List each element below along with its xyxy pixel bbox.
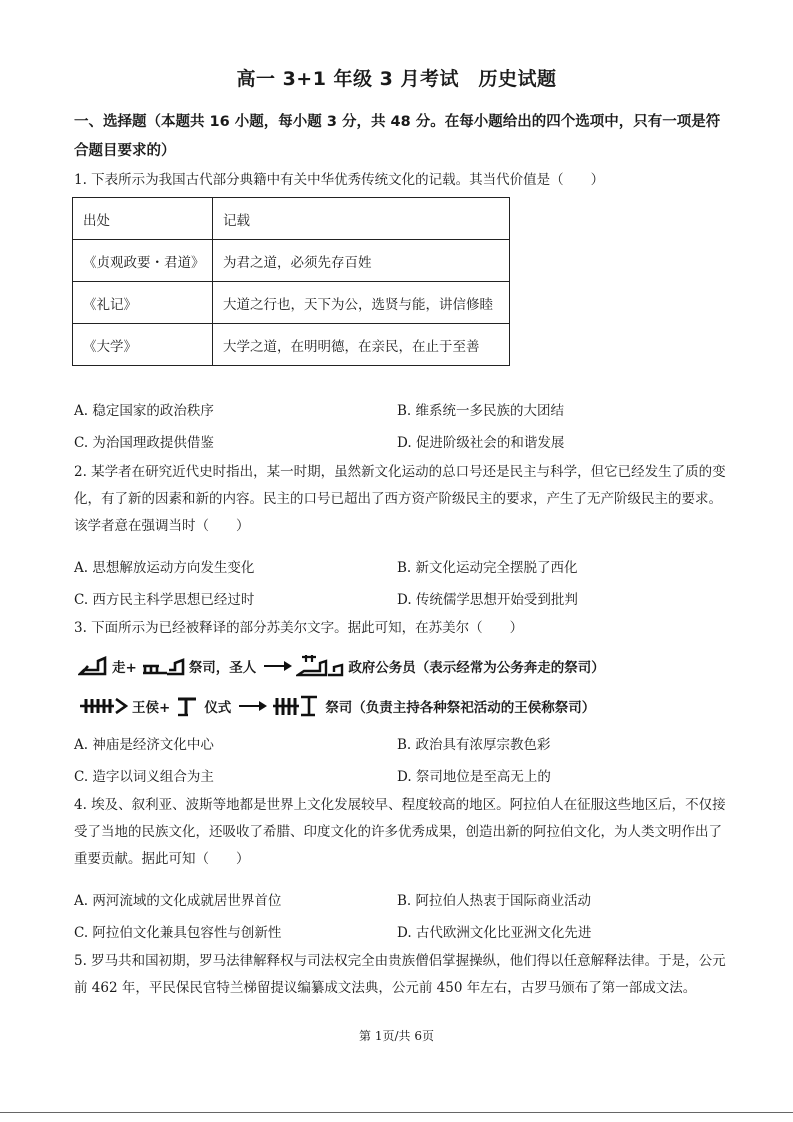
section-heading: 一、选择题（本题共 16 小题，每小题 3 分，共 48 分。在每小题给出的四个选项中，只有一项是符合题目要求的）: [74, 114, 721, 159]
sign-result: 政府公务员（表示经常为公务奔走的祭司）: [348, 660, 605, 676]
table-cell: 《贞观政要・君道》: [73, 240, 213, 282]
page-bottom-divider: [0, 1112, 793, 1113]
sign-meaning: 祭司，圣人: [188, 660, 257, 676]
cuneiform-glyph-walk-icon: [78, 655, 108, 677]
option-b[interactable]: B. 维系统一多民族的大团结: [397, 403, 565, 419]
cuneiform-glyph-ritual-icon: [174, 695, 200, 717]
arrow-right-icon: [263, 660, 293, 672]
sign-label: 王侯+: [132, 700, 171, 716]
sign-meaning: 仪式: [204, 700, 232, 716]
table-header-cell: 出处: [73, 198, 213, 240]
table-cell: 《礼记》: [73, 282, 213, 324]
option-c[interactable]: C. 为治国理政提供借鉴: [74, 435, 214, 451]
cuneiform-glyph-priest-rank-icon: [271, 693, 321, 719]
question-4-stem: 4. 埃及、叙利亚、波斯等地都是世界上文化发展较早、程度较高的地区。阿拉伯人在征服这些地区后，不仅接受了当地的民族文化，还吸收了希腊、印度文化的许多优秀成果，创造出新的阿拉伯文化，为人类文明作出了重要贡献。据此可知（ ）: [74, 797, 726, 867]
question-1-stem: 1. 下表所示为我国古代部分典籍中有关中华优秀传统文化的记载。其当代价值是（ ）: [74, 172, 605, 188]
source-table: [72, 197, 510, 366]
option-b[interactable]: B. 新文化运动完全摆脱了西化: [397, 560, 578, 576]
option-b[interactable]: B. 阿拉伯人热衷于国际商业活动: [397, 893, 592, 909]
arrow-right-icon: [238, 700, 268, 712]
question-3-stem: 3. 下面所示为已经被释译的部分苏美尔文字。据此可知，在苏美尔（ ）: [74, 620, 524, 636]
cuneiform-row-2: [78, 691, 599, 721]
sign-label: 走+: [112, 660, 137, 676]
table-cell: 《大学》: [73, 324, 213, 366]
cuneiform-glyph-prince-icon: [78, 695, 128, 717]
option-b[interactable]: B. 政治具有浓厚宗教色彩: [397, 737, 551, 753]
page-title: 高一 3+1 年级 3 月考试 历史试题: [236, 68, 557, 90]
question-2-stem: 2. 某学者在研究近代史时指出，某一时期，虽然新文化运动的总口号还是民主与科学，但它已经发生了质的变化，有了新的因素和新的内容。民主的口号已超出了西方资产阶级民主的要求，产生了无产阶级民主的要求。该学者意在强调当时（ ）: [74, 464, 726, 534]
table-cell: 为君之道，必须先存百姓: [213, 240, 510, 282]
option-d[interactable]: D. 促进阶级社会的和谐发展: [397, 435, 565, 451]
option-d[interactable]: D. 祭司地位是至高无上的: [397, 769, 551, 785]
option-d[interactable]: D. 传统儒学思想开始受到批判: [397, 592, 578, 608]
table-row: [73, 282, 510, 324]
cuneiform-glyph-priest-icon: [141, 655, 185, 677]
table-header-cell: 记载: [213, 198, 510, 240]
question-3-options: [74, 727, 734, 791]
question-1-options: [74, 393, 734, 457]
option-c[interactable]: C. 西方民主科学思想已经过时: [74, 592, 255, 608]
option-a[interactable]: A. 稳定国家⁠⁠的政治秩序: [74, 403, 214, 419]
question-5-stem: 5. 罗马共和国初期，罗马法律解释权与司法权完全由贵族僧侣掌握操纵，他们得以任意解释法律。于是，公元前 462 年，平民保民官特兰梯留提议编纂成文法典，公元前 450 年左右，古罗马颁布了第一部成文法。: [74, 953, 726, 996]
question-2-options: [74, 550, 734, 614]
sign-result: 祭司（负责主持各种祭祀活动的王侯称祭司）: [325, 700, 596, 716]
option-a[interactable]: A. 两河流域的文化成就居世界首位: [74, 893, 282, 909]
option-a[interactable]: A. 神庙是经济文化中心: [74, 737, 214, 753]
option-c[interactable]: C. 阿拉伯文化兼具包容性与创新性: [74, 925, 282, 941]
question-4-options: [74, 883, 734, 947]
table-row: [73, 240, 510, 282]
cuneiform-row-1: [78, 651, 609, 681]
table-row: [73, 324, 510, 366]
table-cell: 大道之行也，天下为公，选贤与能，讲信修睦: [213, 282, 510, 324]
table-cell: 大学之道，在明明德，在亲民，在止于至善: [213, 324, 510, 366]
cuneiform-glyph-official-icon: [296, 653, 344, 679]
table-header-row: [73, 198, 510, 240]
page-number: 第 1页/共 6页: [359, 1029, 434, 1043]
option-d[interactable]: D. 古代欧洲文化比亚洲文化先进: [397, 925, 592, 941]
option-a[interactable]: A. 思想解放运动方向发生变化: [74, 560, 255, 576]
option-c[interactable]: C. 造字以词义组合为主: [74, 769, 214, 785]
